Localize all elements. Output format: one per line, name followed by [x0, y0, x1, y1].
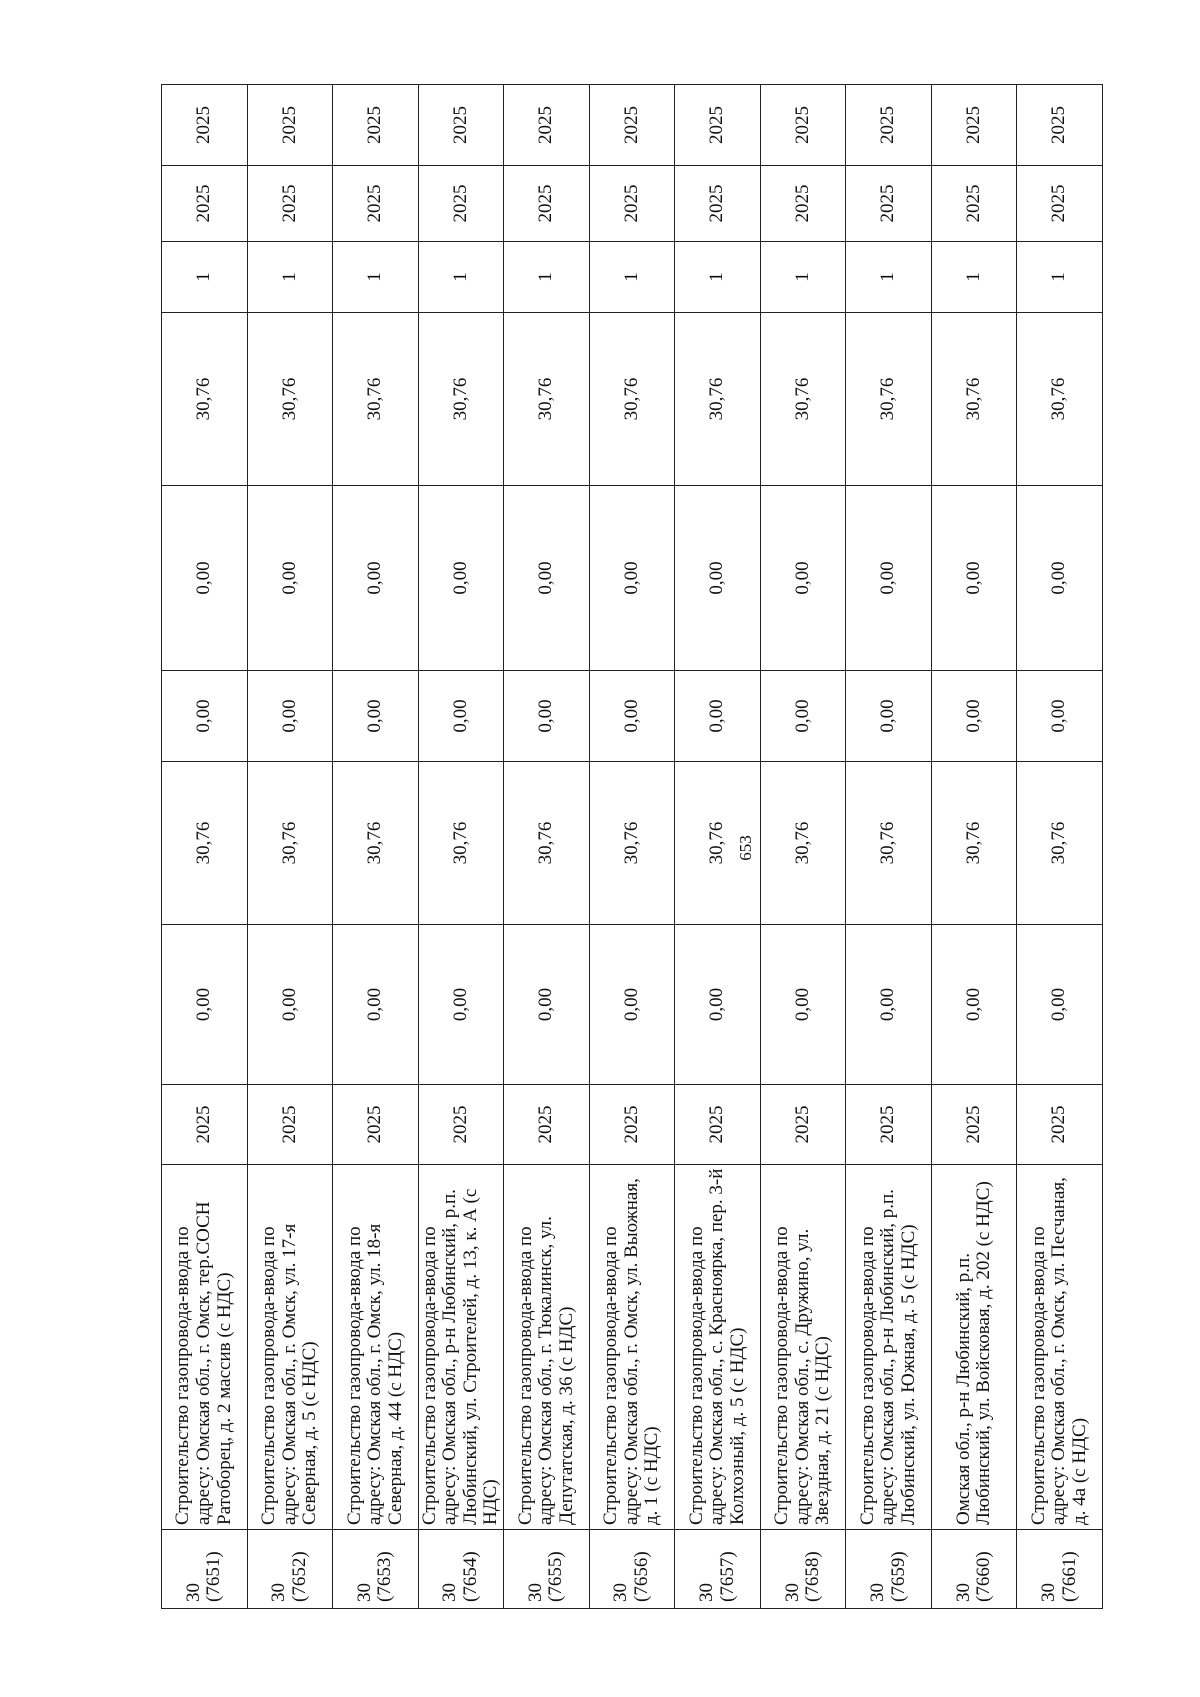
value-4-cell: 0,00 [1017, 486, 1103, 671]
value-5-cell: 30,76 [846, 313, 932, 486]
value-3-cell: 0,00 [418, 671, 504, 762]
description-cell: Строительство газопровода-ввода по адресу: Омская обл., г. Омск, ул. 18-я Северная, д. 44 (с НДС) [333, 1165, 419, 1530]
gas-pipeline-table [161, 84, 1103, 1609]
value-5-cell: 30,76 [333, 313, 419, 486]
value-2-cell: 30,76 [418, 762, 504, 925]
value-4-cell: 0,00 [504, 486, 590, 671]
item-id: 30 [610, 1583, 632, 1602]
year-2-cell: 2025 [247, 166, 333, 242]
count-cell: 1 [333, 242, 419, 313]
table-row [760, 85, 846, 1609]
item-code: (7656) [630, 1551, 652, 1602]
item-code: (7654) [459, 1551, 481, 1602]
value-5-cell: 30,76 [418, 313, 504, 486]
year-start-cell: 2025 [162, 1085, 248, 1165]
year-3-cell: 2025 [418, 85, 504, 166]
item-code: (7651) [203, 1551, 225, 1602]
value-1-cell: 0,00 [162, 925, 248, 1085]
year-start-cell: 2025 [931, 1085, 1017, 1165]
value-2-cell: 30,76 [589, 762, 675, 925]
count-cell: 1 [418, 242, 504, 313]
item-id: 30 [1038, 1583, 1060, 1602]
year-start-cell: 2025 [504, 1085, 590, 1165]
year-start-cell: 2025 [846, 1085, 932, 1165]
year-start-cell: 2025 [333, 1085, 419, 1165]
item-number-cell [504, 1530, 590, 1609]
value-2-cell: 30,76 [760, 762, 846, 925]
year-3-cell: 2025 [675, 85, 761, 166]
value-3-cell: 0,00 [504, 671, 590, 762]
value-1-cell: 0,00 [504, 925, 590, 1085]
page-number: 653 [736, 835, 755, 861]
item-code: (7658) [802, 1551, 824, 1602]
count-cell: 1 [1017, 242, 1103, 313]
table-body [162, 85, 1103, 1609]
description-cell: Строительство газопровода-ввода по адресу: Омская обл., с. Дружино, ул. Звездная, д. 21 (с НДС) [760, 1165, 846, 1530]
year-2-cell: 2025 [418, 166, 504, 242]
table-row [418, 85, 504, 1609]
count-cell: 1 [247, 242, 333, 313]
value-4-cell: 0,00 [589, 486, 675, 671]
table-row [333, 85, 419, 1609]
item-id: 30 [867, 1583, 889, 1602]
value-1-cell: 0,00 [760, 925, 846, 1085]
value-1-cell: 0,00 [333, 925, 419, 1085]
value-4-cell: 0,00 [333, 486, 419, 671]
value-2-cell: 30,76 [1017, 762, 1103, 925]
description-cell: Строительство газопровода-ввода по адресу: Омская обл., р-н Любинский, р.п. Любинский, ул. Южная, д. 5 (с НДС) [846, 1165, 932, 1530]
item-number-cell [760, 1530, 846, 1609]
item-number-cell [931, 1530, 1017, 1609]
count-cell: 1 [846, 242, 932, 313]
year-2-cell: 2025 [1017, 166, 1103, 242]
count-cell: 1 [931, 242, 1017, 313]
value-4-cell: 0,00 [675, 486, 761, 671]
table-row [504, 85, 590, 1609]
description-cell: Строительство газопровода-ввода по адресу: Омская обл., г. Омск, тер.СОСН Ратоборец, д. 2 массив (с НДС) [162, 1165, 248, 1530]
year-2-cell: 2025 [504, 166, 590, 242]
item-code: (7652) [288, 1551, 310, 1602]
year-3-cell: 2025 [247, 85, 333, 166]
count-cell: 1 [760, 242, 846, 313]
item-id: 30 [268, 1583, 290, 1602]
value-5-cell: 30,76 [589, 313, 675, 486]
value-4-cell: 0,00 [931, 486, 1017, 671]
year-2-cell: 2025 [760, 166, 846, 242]
year-3-cell: 2025 [162, 85, 248, 166]
value-5-cell: 30,76 [504, 313, 590, 486]
item-number-cell [247, 1530, 333, 1609]
table-row [931, 85, 1017, 1609]
value-4-cell: 0,00 [418, 486, 504, 671]
value-3-cell: 0,00 [760, 671, 846, 762]
item-code: (7655) [545, 1551, 567, 1602]
year-start-cell: 2025 [675, 1085, 761, 1165]
item-id: 30 [439, 1583, 461, 1602]
value-5-cell: 30,76 [247, 313, 333, 486]
year-2-cell: 2025 [162, 166, 248, 242]
item-id: 30 [781, 1583, 803, 1602]
table-row [589, 85, 675, 1609]
value-3-cell: 0,00 [1017, 671, 1103, 762]
year-2-cell: 2025 [333, 166, 419, 242]
table-row [1017, 85, 1103, 1609]
value-5-cell: 30,76 [760, 313, 846, 486]
count-cell: 1 [504, 242, 590, 313]
value-2-cell: 30,76 [931, 762, 1017, 925]
item-code: (7657) [716, 1551, 738, 1602]
item-number-cell [675, 1530, 761, 1609]
value-3-cell: 0,00 [846, 671, 932, 762]
description-cell: Строительство газопровода-ввода по адресу: Омская обл., г. Омск, ул. Песчаная, д. 4а (с НДС) [1017, 1165, 1103, 1530]
table-row [675, 85, 761, 1609]
value-2-cell: 30,76 [247, 762, 333, 925]
value-2-cell: 30,76 [846, 762, 932, 925]
table-row [247, 85, 333, 1609]
rotated-table-container [161, 85, 1103, 1609]
count-cell: 1 [589, 242, 675, 313]
description-cell: Строительство газопровода-ввода по адресу: Омская обл., г. Омск, ул. 17-я Северная, д. 5 (с НДС) [247, 1165, 333, 1530]
description-cell: Строительство газопровода-ввода по адресу: Омская обл., г. Омск, ул. Выожная, д. 1 (с НДС) [589, 1165, 675, 1530]
description-cell: Строительство газопровода-ввода по адресу: Омская обл., г. Тюкалинск, ул. Депутатская, д. 36 (с НДС) [504, 1165, 590, 1530]
year-2-cell: 2025 [589, 166, 675, 242]
value-5-cell: 30,76 [162, 313, 248, 486]
value-3-cell: 0,00 [333, 671, 419, 762]
value-2-cell: 30,76 [162, 762, 248, 925]
count-cell: 1 [162, 242, 248, 313]
value-5-cell: 30,76 [931, 313, 1017, 486]
year-start-cell: 2025 [418, 1085, 504, 1165]
item-number-cell [589, 1530, 675, 1609]
value-2-cell: 30,76 [675, 762, 761, 925]
description-cell: Строительство газопровода-ввода по адресу: Омская обл., р-н Любинский, р.п. Любинский, ул. Строителей, д. 13, к. А (с НДС) [418, 1165, 504, 1530]
item-number-cell [162, 1530, 248, 1609]
description-cell: Строительство газопровода-ввода по адресу: Омская обл., с. Красноярка, пер. 3-й Колхозный, д. 5 (с НДС) [675, 1165, 761, 1530]
item-id: 30 [696, 1583, 717, 1602]
item-id: 30 [182, 1583, 204, 1602]
value-3-cell: 0,00 [247, 671, 333, 762]
year-start-cell: 2025 [1017, 1085, 1103, 1165]
value-1-cell: 0,00 [1017, 925, 1103, 1085]
count-cell: 1 [675, 242, 761, 313]
item-id: 30 [952, 1583, 974, 1602]
value-1-cell: 0,00 [675, 925, 761, 1085]
year-start-cell: 2025 [760, 1085, 846, 1165]
item-id: 30 [353, 1583, 375, 1602]
value-1-cell: 0,00 [247, 925, 333, 1085]
item-number-cell [846, 1530, 932, 1609]
value-5-cell: 30,76 [675, 313, 761, 486]
item-code: (7660) [973, 1551, 995, 1602]
year-2-cell: 2025 [931, 166, 1017, 242]
item-code: (7661) [1058, 1551, 1080, 1602]
value-1-cell: 0,00 [931, 925, 1017, 1085]
value-4-cell: 0,00 [760, 486, 846, 671]
value-2-cell: 30,76 [504, 762, 590, 925]
year-2-cell: 2025 [846, 166, 932, 242]
value-1-cell: 0,00 [846, 925, 932, 1085]
value-4-cell: 0,00 [247, 486, 333, 671]
item-code: (7653) [374, 1551, 396, 1602]
year-2-cell: 2025 [675, 166, 761, 242]
year-3-cell: 2025 [1017, 85, 1103, 166]
value-5-cell: 30,76 [1017, 313, 1103, 486]
value-3-cell: 0,00 [931, 671, 1017, 762]
year-3-cell: 2025 [760, 85, 846, 166]
table-row [846, 85, 932, 1609]
item-number-cell [1017, 1530, 1103, 1609]
item-number-cell [333, 1530, 419, 1609]
year-3-cell: 2025 [504, 85, 590, 166]
year-3-cell: 2025 [589, 85, 675, 166]
value-3-cell: 0,00 [589, 671, 675, 762]
item-id: 30 [524, 1583, 546, 1602]
table-row [162, 85, 248, 1609]
value-1-cell: 0,00 [589, 925, 675, 1085]
value-4-cell: 0,00 [162, 486, 248, 671]
value-3-cell: 0,00 [162, 671, 248, 762]
value-3-cell: 0,00 [675, 671, 761, 762]
year-start-cell: 2025 [589, 1085, 675, 1165]
value-4-cell: 0,00 [846, 486, 932, 671]
year-3-cell: 2025 [931, 85, 1017, 166]
value-1-cell: 0,00 [418, 925, 504, 1085]
value-2-cell: 30,76 [333, 762, 419, 925]
year-3-cell: 2025 [333, 85, 419, 166]
item-code: (7659) [887, 1551, 909, 1602]
description-cell: Омская обл., р-н Любинский, р.п. Любинский, ул. Войсковая, д. 202 (с НДС) [931, 1165, 1017, 1530]
item-number-cell [418, 1530, 504, 1609]
year-3-cell: 2025 [846, 85, 932, 166]
year-start-cell: 2025 [247, 1085, 333, 1165]
